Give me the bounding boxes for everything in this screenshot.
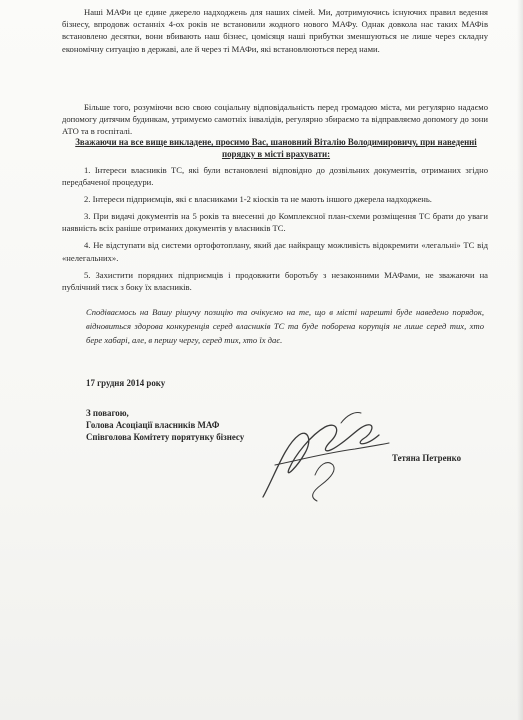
list-item: 2. Інтереси підприємців, які є власниками 1-2 кіосків та не мають іншого джерела надходжень.: [84, 194, 432, 205]
signer-name: Тетяна Петренко: [392, 453, 462, 463]
page-edge-shadow: [517, 0, 523, 720]
signer-title-1: Голова Асоціації власників МАФ: [86, 419, 220, 430]
letter-date: 17 грудня 2014 року: [86, 378, 166, 388]
list-item: 5. Захистити порядних підприємців і продовжити боротьбу з незаконними МАФами, не зважаючи на публічний тиск з боку їх власників.: [62, 269, 488, 292]
paragraph-1: Наші МАФи це єдине джерело надходжень для наших сімей. Ми, дотримуючись існуючих правил ведення бізнесу, впродовж останніх 4-ох років не встановили жодного нового МАФу. Однак довкола нас таких МАФів встановлено десятки, вони вбивають наш бізнес, цомісяця наші прибутки зменшуються не лише через складну економічну ситуацію в державі, але й через ті МАФи, які встановлюються перед нами.: [62, 7, 488, 54]
list-item: 4. Не відступати від системи ортофотоплану, який дає найкращу можливість відокремити «легальні» ТС від «нелегальних».: [62, 240, 488, 263]
regards-line: З повагою,: [86, 408, 129, 418]
list-item: 1. Інтереси власників ТС, які були встановлені відповідно до дозвільних документів, отриманих згідно передбаченої процедури.: [62, 165, 488, 188]
signer-title-2: Співголова Комітету порятунку бізнесу: [86, 431, 245, 442]
request-list: [62, 164, 488, 298]
handwritten-signature: [255, 405, 395, 505]
list-item: 3. При видачі документів на 5 років та внесенні до Комплексної план-схеми розміщення ТС брати до уваги наявність всіх раніше отриманих документів у власників ТС.: [62, 211, 488, 234]
paragraph-2: Більше того, розуміючи всю свою соціальну відповідальність перед громадою міста, ми регулярно надаємо допомогу дитячим будинкам, утримуємо самотніх інвалідів, регулярно збираємо та відправляємо допомогу до зони АТО та в госпіталі.: [62, 102, 488, 137]
request-heading: Зважаючи на все вище викладене, просимо Вас, шановний Віталію Володимировичу, при наведенні порядку в місті врахувати:: [75, 137, 477, 160]
closing-paragraph: Сподіваємось на Вашу рішучу позицію та очікуємо на те, що в місті нарешті буде наведено порядок, відновиться здорова конкуренція серед власників ТС та буде поборена корупція не лише серед тих, хто бере хабарі, але, в першу чергу, серед тих, хто їх дає.: [86, 307, 484, 346]
signature-block: [86, 408, 244, 443]
